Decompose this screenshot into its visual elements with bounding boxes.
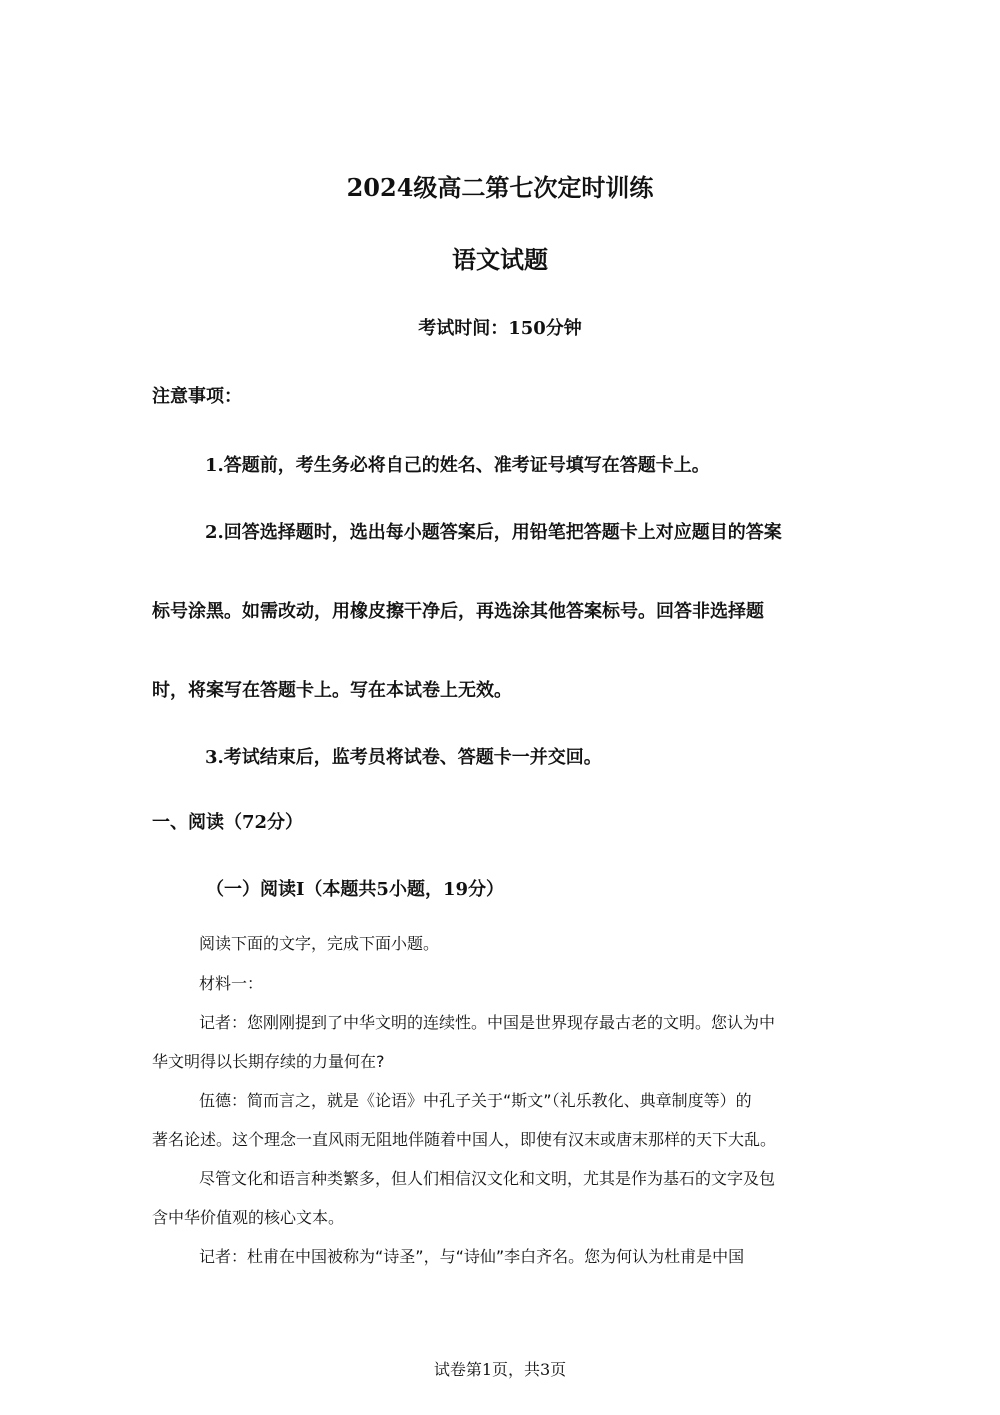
passage-line: 材料一： xyxy=(199,974,264,993)
passage-line: 著名论述。这个理念一直风雨无阻地伴随着中国人，即使有汉末或唐末那样的天下大乱。 xyxy=(152,1130,777,1149)
subject-title: 语文试题 xyxy=(452,245,548,274)
passage-line: 记者：杜甫在中国被称为“诗圣”，与“诗仙”李白齐名。您为何认为杜甫是中国 xyxy=(199,1247,745,1266)
passage-line: 尽管文化和语言种类繁多，但人们相信汉文化和文明，尤其是作为基石的文字及包 xyxy=(199,1169,776,1188)
notice-line: 标号涂黑。如需改动，用橡皮擦干净后，再选涂其他答案标号。回答非选择题 xyxy=(152,601,764,622)
notice-line: 3.考试结束后，监考员将试卷、答题卡一并交回。 xyxy=(205,747,602,768)
subsection-title: （一）阅读Ⅰ（本题共5小题，19分） xyxy=(206,879,504,900)
exam-time: 考试时间：150分钟 xyxy=(418,318,582,339)
passage-line: 含中华价值观的核心文本。 xyxy=(152,1208,345,1227)
passage-line: 记者：您刚刚提到了中华文明的连续性。中国是世界现存最古老的文明。您认为中 xyxy=(199,1013,776,1032)
notice-heading: 注意事项： xyxy=(152,386,242,407)
passage-line: 伍德：简而言之，就是《论语》中孔子关于“斯文”（礼乐教化、典章制度等）的 xyxy=(199,1091,752,1110)
passage-line: 华文明得以长期存续的力量何在? xyxy=(152,1052,385,1071)
section-title: 一、阅读（72分） xyxy=(152,812,304,833)
notice-line: 1.答题前，考生务必将自己的姓名、准考证号填写在答题卡上。 xyxy=(205,455,710,476)
notice-line: 时，将案写在答题卡上。写在本试卷上无效。 xyxy=(152,680,512,701)
exam-title: 2024级高二第七次定时训练 xyxy=(346,173,654,202)
notice-line: 2.回答选择题时，选出每小题答案后，用铅笔把答题卡上对应题目的答案 xyxy=(205,522,782,543)
page-footer: 试卷第1页，共3页 xyxy=(433,1360,567,1379)
passage-line: 阅读下面的文字，完成下面小题。 xyxy=(199,934,440,953)
